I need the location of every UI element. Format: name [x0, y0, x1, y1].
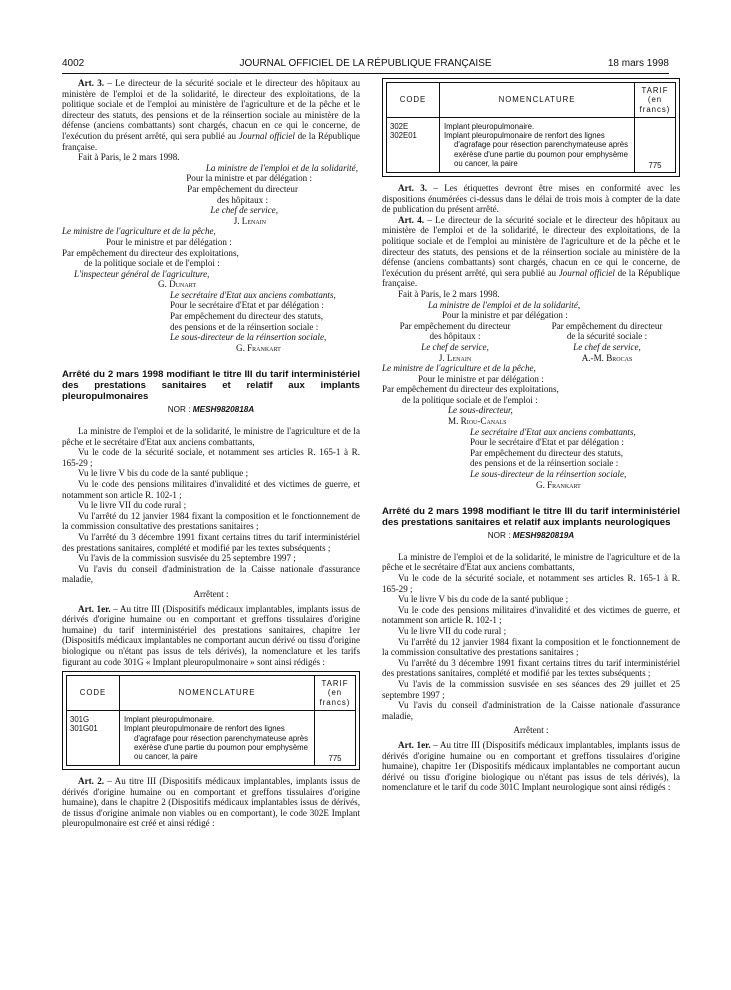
nor-code: MESH9820818A: [192, 405, 255, 415]
tarif-header-line: TARIF: [321, 679, 349, 689]
visa: Vu le code de la sécurité sociale, et notamment ses articles R. 165-1 à R. 165-29 ;: [382, 573, 680, 594]
visa: Vu l'arrêté du 3 décembre 1991 fixant certains titres du tarif interministériel des prestations sanitaires, complété et modifié par les textes subséquents ;: [62, 531, 360, 553]
signature-line: Le chef de service,: [210, 205, 278, 216]
article-label: Art. 3.: [398, 183, 428, 194]
visa: Vu l'arrêté du 12 janvier 1984 fixant la composition et le fonctionnement de la commission consultative des prestations sanitaires ;: [382, 636, 680, 658]
code-value: 301G: [70, 715, 90, 725]
signatory-name: G. Dunart: [158, 279, 196, 290]
signature-line: Le chef de service,: [573, 341, 641, 352]
visa: Vu le livre VII du code rural ;: [398, 625, 507, 636]
visa: Vu l'arrêté du 12 janvier 1984 fixant la composition et le fonctionnement de la commission consultative des prestations sanitaires ;: [62, 510, 360, 532]
signature-line: Le sous-directeur,: [448, 405, 513, 416]
visa: Vu le livre V bis du code de la santé publique ;: [398, 594, 569, 605]
nomenclature-value: Implant pleuropulmonaire.: [444, 122, 535, 131]
nor-reference: [382, 531, 680, 542]
nor-code: MESH9820819A: [512, 531, 575, 541]
article-text-end: de la République française.: [382, 267, 680, 289]
signature-left: [382, 321, 528, 363]
signature-line: L'inspecteur général de l'agriculture,: [74, 268, 210, 279]
signature-line: Pour la ministre et par délégation :: [186, 173, 312, 184]
article-1-paragraph: [62, 604, 360, 668]
table-header-row: [67, 676, 356, 711]
signature-line: Pour le secrétaire d'Etat et par délégation :: [470, 437, 624, 448]
nomenclature-value: Implant pleuropulmonaire de renfort des lignes d'agrafage pour résection parenchymateuse après exérèse d'une partie du poumon pour emphysème ou cancer, la paire: [444, 131, 628, 168]
signature-line: Le sous-directeur de la réinsertion sociale,: [170, 332, 327, 343]
page-header: [62, 58, 669, 72]
article-label: Art. 2.: [78, 776, 105, 787]
column-header-tarif: [635, 83, 676, 118]
code-cell: [387, 118, 440, 173]
arrete-title: Arrêté du 2 mars 1998 modifiant le titre III du tarif interministériel des prestations sanitaires et relatif aux implants pleuropulmonaires: [62, 369, 360, 403]
signatory-name: A.-M. Brocas: [581, 352, 633, 363]
signatory-name: M. Riou-Canals: [448, 416, 507, 427]
nomenclature-value: Implant pleuropulmonaire de renfort des lignes d'agrafage pour résection parenchymateuse après exérèse d'une partie du poumon pour emphysème ou cancer, la paire: [124, 724, 308, 761]
nor-label: NOR :: [487, 531, 513, 541]
column-header-code: CODE: [67, 676, 120, 711]
signature-line: Pour le ministre et par délégation :: [418, 373, 544, 384]
tarif-header-unit: (en francs): [319, 688, 351, 707]
signature-line: Le sous-directeur de la réinsertion sociale,: [470, 469, 627, 480]
tarif-header-unit: (en francs): [639, 95, 671, 114]
journal-title: JOURNAL OFFICIEL DE LA RÉPUBLIQUE FRANÇAISE: [239, 58, 492, 69]
signature-line: des pensions et de la réinsertion sociale :: [170, 321, 319, 332]
tarif-cell: 775: [635, 118, 676, 173]
nomenclature-cell: [440, 118, 635, 173]
signatory-name: J. Lenain: [438, 352, 472, 363]
nomenclature-cell: [120, 711, 315, 766]
table-header-row: [387, 83, 676, 118]
journal-ref: Journal officiel: [238, 130, 295, 141]
right-column: [382, 78, 680, 793]
signature-title: Le ministre de l'agriculture et de la pêche,: [382, 363, 536, 374]
signature-line: des pensions et de la réinsertion sociale :: [470, 458, 619, 469]
signature-line: de la politique sociale et de l'emploi :: [84, 258, 220, 269]
column-header-nomenclature: NOMENCLATURE: [440, 83, 635, 118]
nor-reference: [62, 405, 360, 416]
journal-ref: Journal officiel: [558, 267, 615, 278]
intro-paragraph: La ministre de l'emploi et de la solidarité, le ministre de l'agriculture et de la pêche et le secrétaire d'Etat aux anciens combattants,: [382, 551, 680, 573]
visa: Vu le livre VII du code rural ;: [78, 500, 187, 511]
article-label: Art. 4.: [398, 214, 425, 225]
signature-block-3: [382, 427, 680, 491]
signature-line: Pour le ministre et par délégation :: [106, 236, 232, 247]
signatory-name: J. Lenain: [233, 215, 266, 226]
signature-pair: [382, 321, 680, 363]
signature-block-2: [62, 226, 360, 290]
tariff-table: [386, 82, 676, 173]
intro-paragraph: La ministre de l'emploi et de la solidarité, le ministre de l'agriculture et de la pêche et le secrétaire d'Etat aux anciens combattants,: [62, 426, 360, 447]
visa: Vu l'avis de la commission susvisée en ses séances des 29 juillet et 25 septembre 1997 ;: [382, 678, 680, 700]
column-header-nomenclature: NOMENCLATURE: [120, 676, 315, 711]
fait-a-paris: Fait à Paris, le 2 mars 1998.: [398, 288, 500, 299]
article-label: Art. 1er.: [78, 603, 111, 614]
signature-title: La ministre de l'emploi et de la solidarité,: [428, 299, 581, 310]
tarif-header-line: TARIF: [641, 86, 669, 96]
arrete-title: Arrêté du 2 mars 1998 modifiant le titre III du tarif interministériel des prestations sanitaires et relatif aux implants neurologiques: [382, 506, 680, 529]
article-4-paragraph: [382, 215, 680, 289]
column-header-code: CODE: [387, 83, 440, 118]
nor-label: NOR :: [167, 405, 193, 415]
column-header-tarif: [315, 676, 356, 711]
signature-title: La ministre de l'emploi et de la solidarité,: [205, 162, 358, 173]
signature-line: Par empêchement du directeur: [551, 320, 663, 331]
table-row: [387, 118, 676, 173]
visa: Vu le livre V bis du code de la santé publique ;: [78, 468, 249, 479]
visa: Vu l'avis du conseil d'administration de la Caisse nationale d'assurance maladie,: [62, 563, 360, 585]
code-value: 302E: [390, 122, 409, 131]
left-column: [62, 78, 360, 829]
header-rule: [62, 73, 669, 74]
signature-line: Par empêchement du directeur des statuts,: [170, 311, 324, 322]
signatory-name: G. Frankart: [236, 342, 281, 353]
signature-block-1: [382, 300, 680, 321]
visa: Vu l'avis de la commission susvisée du 25 septembre 1997 ;: [78, 553, 296, 564]
signature-line: des hôpitaux :: [216, 194, 268, 205]
signature-line: Par empêchement du directeur: [399, 320, 511, 331]
article-text: – Les étiquettes devront être mises en conformité avec les dispositions énumérées ci-dessus dans le délai de trois mois à compter de la date de publication du présent arrêté.: [382, 183, 681, 215]
visa: Vu l'avis du conseil d'administration de la Caisse nationale d'assurance maladie,: [382, 700, 680, 721]
visa: Vu le code des pensions militaires d'invalidité et des victimes de guerre, et notamment son article R. 102-1 ;: [382, 604, 680, 626]
table-row: [67, 711, 356, 766]
visa: Vu le code de la sécurité sociale, et notamment ses articles R. 165-1 à R. 165-29 ;: [62, 447, 360, 468]
tariff-table: [66, 675, 356, 766]
visa: Vu l'arrêté du 3 décembre 1991 fixant certains titres du tarif interministériel des prestations sanitaires, complété et modifié par les textes subséquents ;: [382, 657, 680, 679]
arretent-heading: Arrêtent :: [513, 725, 549, 736]
signature-line: Pour la ministre et par délégation :: [442, 310, 568, 321]
tariff-table-box: [382, 78, 680, 177]
code-value: 302E01: [390, 131, 417, 141]
signatory-name: G. Frankart: [536, 479, 581, 490]
signature-line: Le chef de service,: [421, 341, 489, 352]
article-1-paragraph: [382, 740, 680, 793]
code-cell: [67, 711, 120, 766]
article-2-paragraph: [62, 776, 360, 829]
signature-block-2: [382, 363, 680, 427]
signature-line: Pour le secrétaire d'Etat et par délégation :: [170, 300, 324, 311]
article-text: – Au titre III (Dispositifs médicaux implantables, implants issus de dérivés d'origine humaine ou en comportant et greffons tissulaires d'origine humaine) du tarif interministériel des prestations sanitaires, chapitre 1er (Dispositifs médicaux implantables ne comportant aucun dérivé ou tissu d'origine biologique ou n'étant pas issus de tels dérivés), la nomenclature et les tarifs figurant au code 301G « Implant pleuropulmonaire » sont ainsi rédigés :: [62, 603, 360, 667]
signature-line: Par empêchement du directeur des exploitations,: [62, 247, 239, 258]
signature-line: Par empêchement du directeur des exploitations,: [382, 384, 559, 395]
article-text: – Au titre III (Dispositifs médicaux implantables, implants issus de dérivés d'origine humaine ou en comportant et greffons tissulaires d'origine humaine), chapitre 1er (Dispositifs médicaux implantables ne comportant aucun dérivé ou tissu d'origine biologique ou n'étant pas issus de tels dérivés), la nomenclature et le tarif du code 301C Implant neurologique sont ainsi rédigés :: [382, 739, 680, 793]
signature-right: [534, 321, 680, 363]
fait-a-paris: Fait à Paris, le 2 mars 1998.: [78, 152, 180, 163]
page-number: 4002: [62, 58, 85, 69]
article-3-paragraph: [62, 78, 360, 152]
article-text: – Le directeur de la sécurité sociale et le directeur des hôpitaux au ministère de l'emploi et de la solidarité, le directeur des exploitations, de la politique sociale et de l'emploi au ministère de l'agriculture et de la pêche et le directeur des statuts, des pensions et de la réinsertion sociale au ministère de la défense (anciens combattants) sont chargés, chacun en ce qui le concerne, de l'exécution du présent arrêté, qui sera publié au: [382, 214, 681, 278]
signature-line: des hôpitaux :: [429, 331, 481, 342]
article-label: Art. 1er.: [398, 739, 431, 750]
issue-date: 18 mars 1998: [607, 58, 669, 69]
tariff-table-box: [62, 671, 360, 770]
article-text-end: de la République française.: [62, 130, 360, 152]
tarif-cell: 775: [315, 711, 356, 766]
arretent-heading: Arrêtent :: [193, 588, 229, 599]
signature-title: Le ministre de l'agriculture et de la pêche,: [62, 226, 216, 237]
article-label: Art. 3.: [78, 78, 105, 88]
code-value: 301G01: [70, 724, 98, 734]
nomenclature-value: Implant pleuropulmonaire.: [124, 715, 215, 725]
article-text: – Au titre III (Dispositifs médicaux implantables, implants issus de dérivés d'origine humaine ou en comportant et greffons tissulaires d'origine humaine), dans le chapitre 2 (Dispositifs médicaux implantables issus de dérivés, de tissus d'origine animale non viables ou en comportant), le code 302E Implant pleuropulmonaire est créé et ainsi rédigé :: [62, 776, 361, 829]
signature-line: Par empêchement du directeur des statuts,: [470, 447, 624, 458]
signature-block-1: [62, 163, 360, 227]
article-text: – Le directeur de la sécurité sociale et le directeur des hôpitaux au ministère de l'emploi et de la solidarité, le directeur des exploitations, de la politique sociale et de l'emploi au ministère de l'agriculture et de la pêche et le directeur des statuts, des pensions et de la réinsertion sociale au ministère de la défense (anciens combattants) sont chargés, chacun en ce qui le concerne, de l'exécution du présent arrêté, qui sera publié au: [62, 78, 361, 141]
article-3-paragraph: [382, 183, 680, 215]
signature-block-3: [62, 290, 360, 354]
signature-line: de la politique sociale et de l'emploi :: [402, 394, 538, 405]
signature-title: Le secrétaire d'Etat aux anciens combattants,: [170, 289, 336, 300]
signature-title: Le secrétaire d'Etat aux anciens combattants,: [470, 426, 636, 437]
signature-line: Par empêchement du directeur: [187, 183, 298, 194]
signature-line: de la sécurité sociale :: [566, 331, 648, 342]
visa: Vu le code des pensions militaires d'invalidité et des victimes de guerre, et notamment son article R. 102-1 ;: [62, 479, 360, 500]
